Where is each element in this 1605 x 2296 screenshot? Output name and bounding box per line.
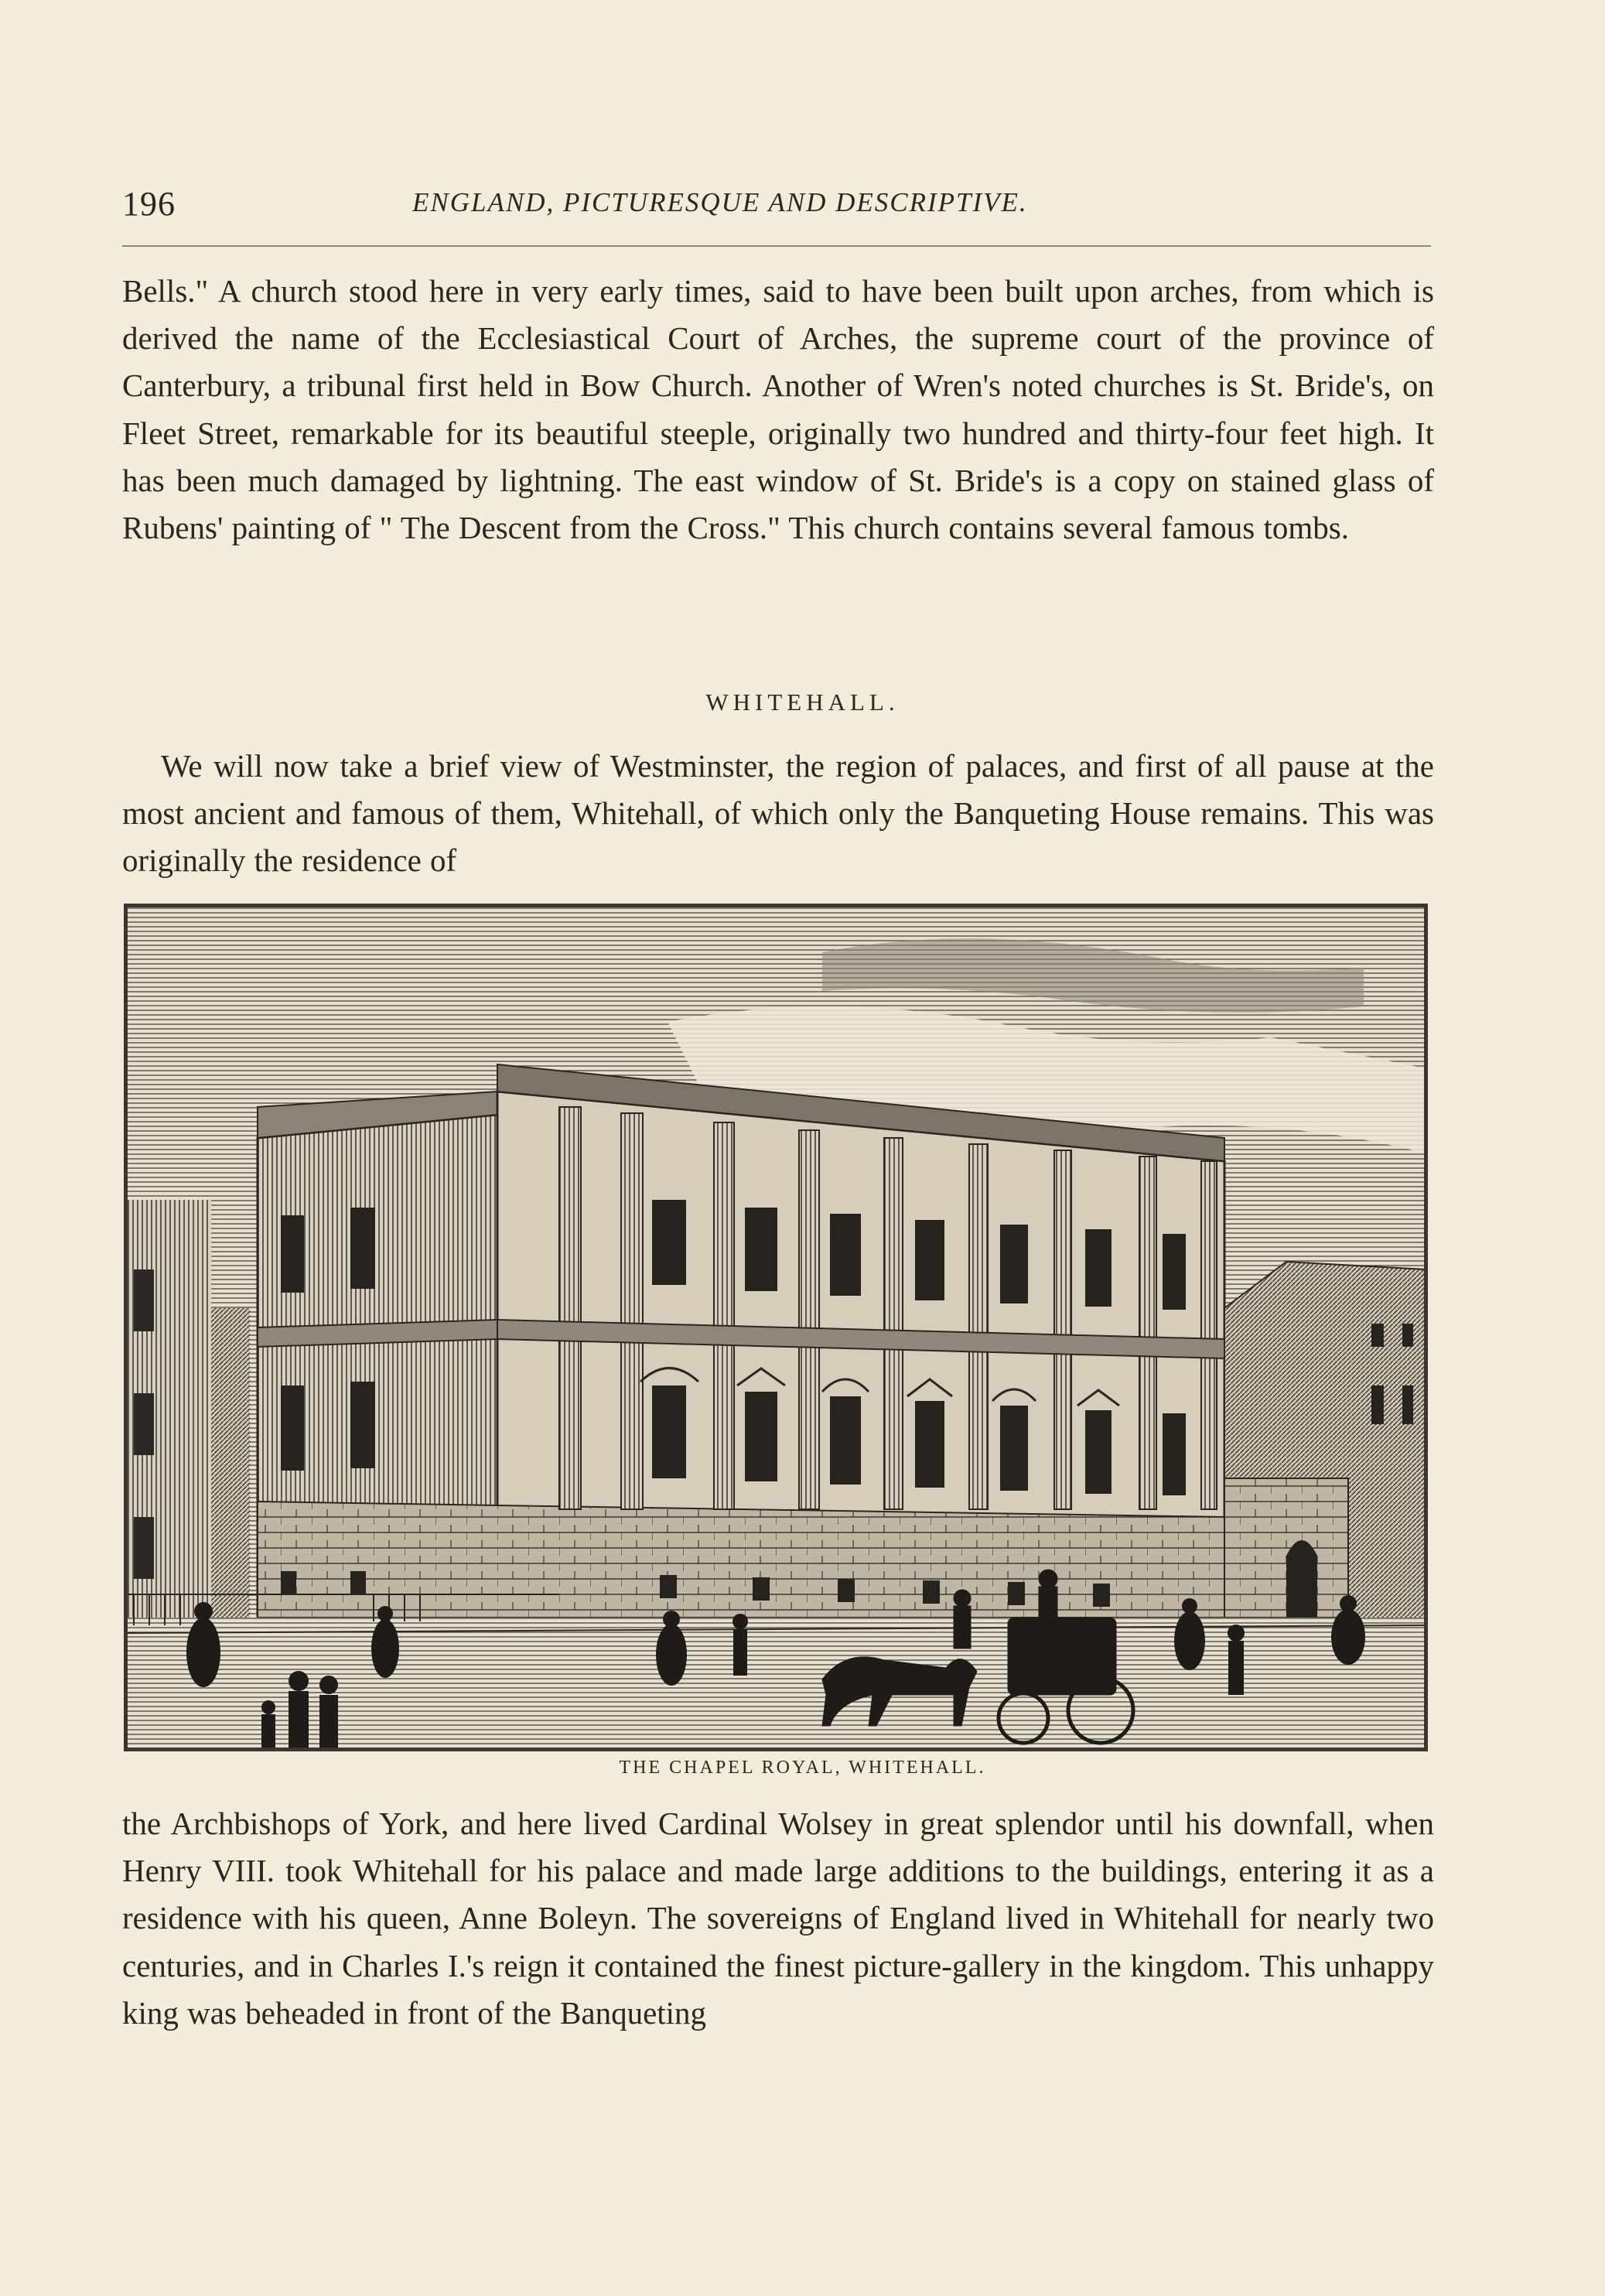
- header-rule: [122, 245, 1431, 247]
- page-header: [122, 184, 1431, 231]
- paragraph-archbishops-of-york: the Archbishops of York, and here lived Cardinal Wolsey in great splendor until his downfall, when Henry VIII. took Whitehall for his palace and made large additions to the buildings, entering it as a residence with his queen, Anne Boleyn. The sovereigns of England lived in Whitehall for nearly two centuries, and in Charles I.'s reign it contained the finest picture-gallery in the kingdom. This unhappy king was beheaded in front of the Banqueting: [122, 1806, 1434, 2031]
- paragraph-st-brides: Bells." A church stood here in very early times, said to have been built upon arches, from which is derived the name of the Ecclesiastical Court of Arches, the supreme court of the province of Canterbury, a tribunal first held in Bow Church. Another of Wren's noted churches is St. Bride's, on Fleet Street, remarkable for its beautiful steeple, originally two hundred and thirty-four feet high. It has been much damaged by lightning. The east window of St. Bride's is a copy on stained glass of Rubens' painting of " The Descent from the Cross." This church contains several famous tombs.: [122, 273, 1434, 546]
- engraving-chapel-royal: [124, 904, 1428, 1751]
- running-title: ENGLAND, PICTURESQUE AND DESCRIPTIVE.: [412, 187, 1028, 217]
- paragraph-westminster: We will now take a brief view of Westminster, the region of palaces, and first of all pause at the most ancient and famous of them, Whitehall, of which only the Banqueting House remains. This was originally the residence of: [122, 748, 1434, 879]
- engraving-illustration: [126, 906, 1426, 1749]
- section-heading: WHITEHALL.: [705, 688, 900, 716]
- figure-caption: THE CHAPEL ROYAL, WHITEHALL.: [619, 1758, 986, 1778]
- page-number: 196: [122, 185, 176, 223]
